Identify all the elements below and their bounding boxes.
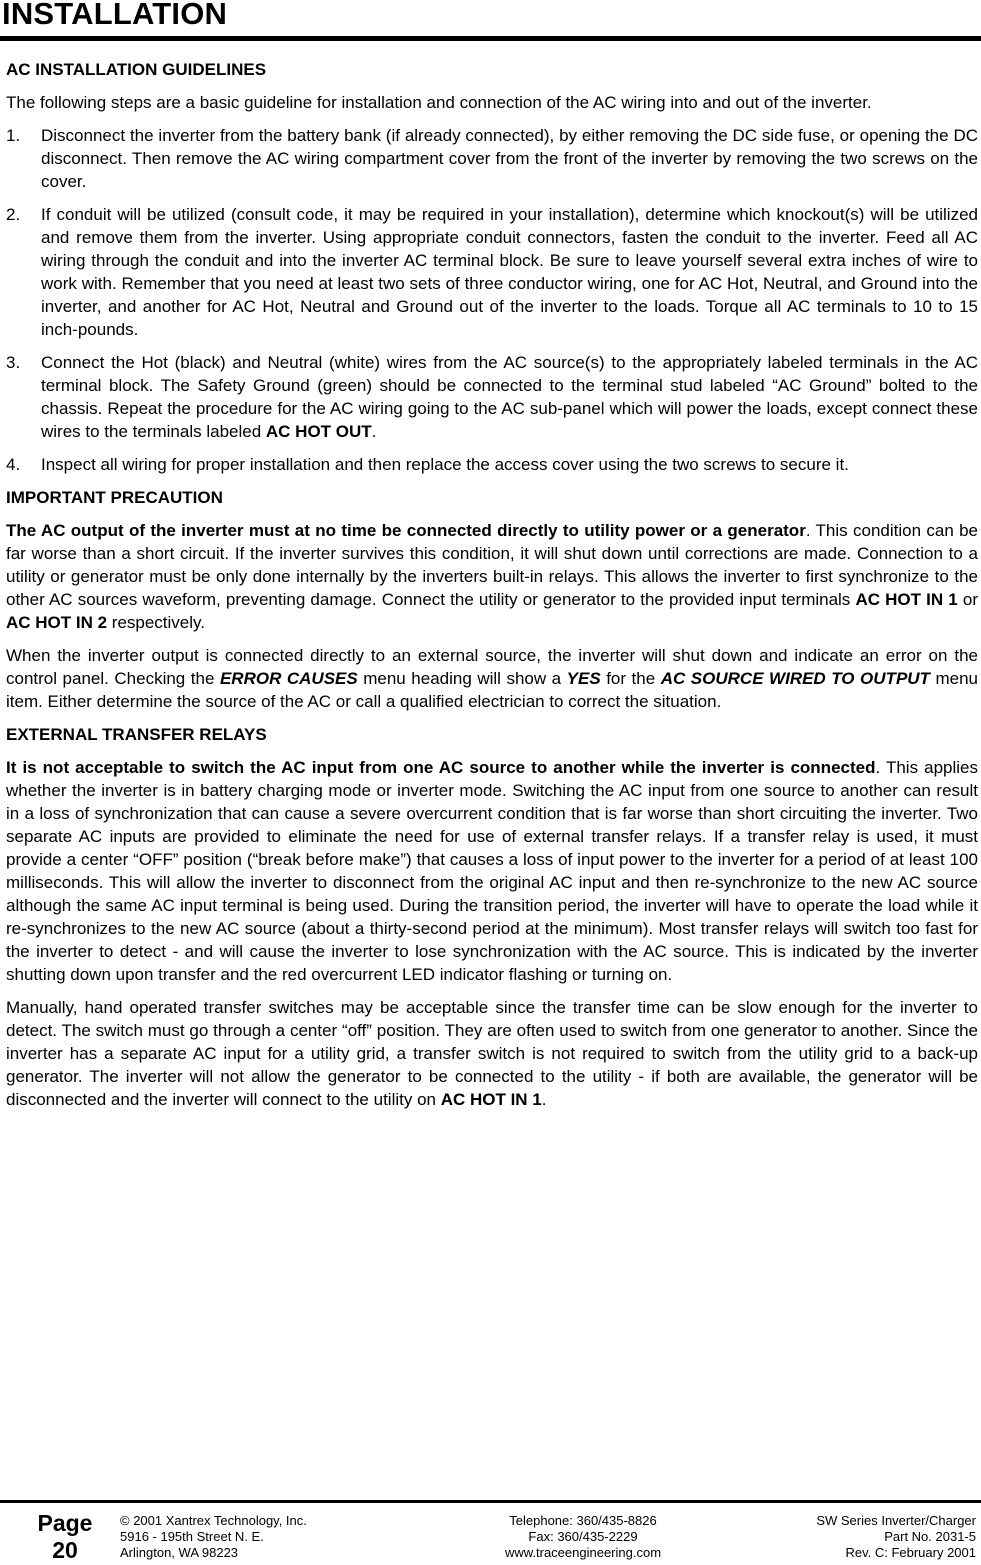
menu-item-ac-source: AC SOURCE WIRED TO OUTPUT xyxy=(660,669,930,688)
step-tail: . xyxy=(371,422,377,441)
footer-web: www.traceengineering.com xyxy=(504,1545,662,1560)
precaution-heading: IMPORTANT PRECAUTION xyxy=(6,488,223,507)
relays-paragraph-2 xyxy=(6,996,978,1111)
precaution-text-d: menu item. Either determine the source of the AC or call a qualified electrician to correct the situation. xyxy=(6,669,979,711)
step-item-3 xyxy=(6,351,978,443)
title-rule xyxy=(0,36,981,41)
page-word: Page xyxy=(37,1510,93,1536)
precaution-text-b: menu heading will show a xyxy=(357,669,567,688)
term-ac-hot-in-1-final: AC HOT IN 1 xyxy=(440,1090,542,1109)
term-ac-hot-in-2: AC HOT IN 2 xyxy=(6,613,108,632)
page-content xyxy=(6,58,978,1121)
precaution-text-a: When the inverter output is connected directly to an external source, the inverter will shut down and indicate an error on the control panel. Checking the xyxy=(6,646,978,688)
menu-value-yes: YES xyxy=(566,669,601,688)
precaution-paragraph-2 xyxy=(6,644,978,713)
relays-text-2: Manually, hand operated transfer switches may be acceptable since the transfer time can be slow enough for the inverter to detect. The switch must go through a center “off” position. They are often used to switch from one generator to another. Since the inverter has a separate AC input for a utility grid, a transfer switch is not required to switch from the utility grid to a back-up generator. The inverter will not allow the generator to be connected to the utility - if both are available, the generator will be disconnected and the inverter will connect to the utility on xyxy=(6,998,978,1109)
page-title: INSTALLATION xyxy=(2,0,228,31)
precaution-text-c: for the xyxy=(600,669,661,688)
step-text: Connect the Hot (black) and Neutral (white) wires from the AC source(s) to the appropriately labeled terminals in the AC terminal block. The Safety Ground (green) should be connected to the terminal stud labeled “AC Ground” bolted to the chassis. Repeat the procedure for the AC wiring going to the AC sub-panel which will power the loads, except connect these wires to the terminals labeled xyxy=(41,353,978,441)
step-bold-term: AC HOT OUT xyxy=(265,422,372,441)
step-item-1 xyxy=(6,124,978,193)
footer-phone: Telephone: 360/435-8826 xyxy=(509,1513,657,1528)
footer-fax: Fax: 360/435-2229 xyxy=(528,1529,638,1544)
precaution-warning: The AC output of the inverter must at no time be connected directly to utility power or a generator xyxy=(6,521,806,540)
footer-address xyxy=(120,1513,307,1561)
step-number: 2. xyxy=(6,205,21,224)
relays-warning: It is not acceptable to switch the AC input from one AC source to another while the inverter is connected xyxy=(6,758,876,777)
relays-text: . This applies whether the inverter is in battery charging mode or inverter mode. Switching the AC input from one source to another can result in a loss of synchronization that can cause a severe overcurrent condition that is far worse than short circuiting the inverter. Two separate AC inputs are provided to eliminate the need for use of external transfer relays. If a transfer relay is used, it must provide a center “OFF” position (“break before make”) that causes a loss of input power to the inverter for a period of at least 100 milliseconds. This will allow the inverter to disconnect from the original AC input and then re-synchronize to the new AC source although the same AC input terminal is being used. During the transition period, the inverter will have to operate the load while it re-synchronizes to the new AC source (about a thirty-second period at the minimum). Most transfer relays will switch too fast for the inverter to detect - and will cause the inverter to lose synchronization with the AC source. This is indicated by the inverter shutting down upon transfer and the red overcurrent LED indicator flashing or turning on. xyxy=(6,758,979,984)
relays-paragraph-1 xyxy=(6,756,978,986)
step-number: 3. xyxy=(6,353,21,372)
footer-city: Arlington, WA 98223 xyxy=(120,1545,239,1560)
footer-rule xyxy=(0,1500,981,1503)
menu-error-causes: ERROR CAUSES xyxy=(219,669,358,688)
footer-street: 5916 - 195th Street N. E. xyxy=(120,1529,264,1544)
installation-steps xyxy=(6,124,978,476)
footer-company: © 2001 Xantrex Technology, Inc. xyxy=(120,1513,307,1528)
precaution-text: . This condition can be far worse than a short circuit. If the inverter survives this condition, it will shut down until corrections are made. Connection to a utility or generator must be only done internally by the inverters built-in relays. This allows the inverter to first synchronize to the other AC sources waveform, preventing damage. Connect the utility or generator to the provided input terminals xyxy=(6,521,979,609)
footer-revision: Rev. C: February 2001 xyxy=(845,1545,976,1560)
step-item-2 xyxy=(6,203,978,341)
precaution-paragraph-1 xyxy=(6,519,978,634)
precaution-end: respectively. xyxy=(107,613,206,632)
footer-part-number: Part No. 2031-5 xyxy=(884,1529,976,1544)
relays-end: . xyxy=(541,1090,547,1109)
page-number: 20 xyxy=(52,1537,78,1563)
step-text: Inspect all wiring for proper installation and then replace the access cover using the two screws to secure it. xyxy=(41,455,849,474)
footer-product-name: SW Series Inverter/Charger xyxy=(816,1513,976,1528)
step-number: 1. xyxy=(6,126,21,145)
page-label xyxy=(34,1510,96,1564)
step-item-4 xyxy=(6,453,978,476)
step-text: If conduit will be utilized (consult code, it may be required in your installation), determine which knockout(s) will be utilized and remove them from the inverter. Using appropriate conduit connectors, fasten the conduit to the inverter. Feed all AC wiring through the conduit and into the inverter AC terminal block. Be sure to leave yourself several extra inches of wire to work with. Remember that you need at least two sets of three conductor wiring, one for AC Hot, Neutral, and Ground into the inverter, and another for AC Hot, Neutral and Ground out of the inverter to the loads. Torque all AC terminals to 10 to 15 inch-pounds. xyxy=(41,205,978,339)
step-number: 4. xyxy=(6,455,21,474)
ac-guidelines-intro: The following steps are a basic guideline for installation and connection of the AC wiring into and out of the inverter. xyxy=(6,93,872,112)
precaution-or: or xyxy=(957,590,978,609)
footer-contact xyxy=(483,1513,683,1561)
footer-product xyxy=(816,1513,976,1561)
ac-guidelines-heading: AC INSTALLATION GUIDELINES xyxy=(6,60,267,79)
term-ac-hot-in-1: AC HOT IN 1 xyxy=(855,590,958,609)
step-text: Disconnect the inverter from the battery bank (if already connected), by either removing the DC side fuse, or opening the DC disconnect. Then remove the AC wiring compartment cover from the front of the inverter by removing the two screws on the cover. xyxy=(41,126,978,191)
relays-heading: EXTERNAL TRANSFER RELAYS xyxy=(6,725,267,744)
